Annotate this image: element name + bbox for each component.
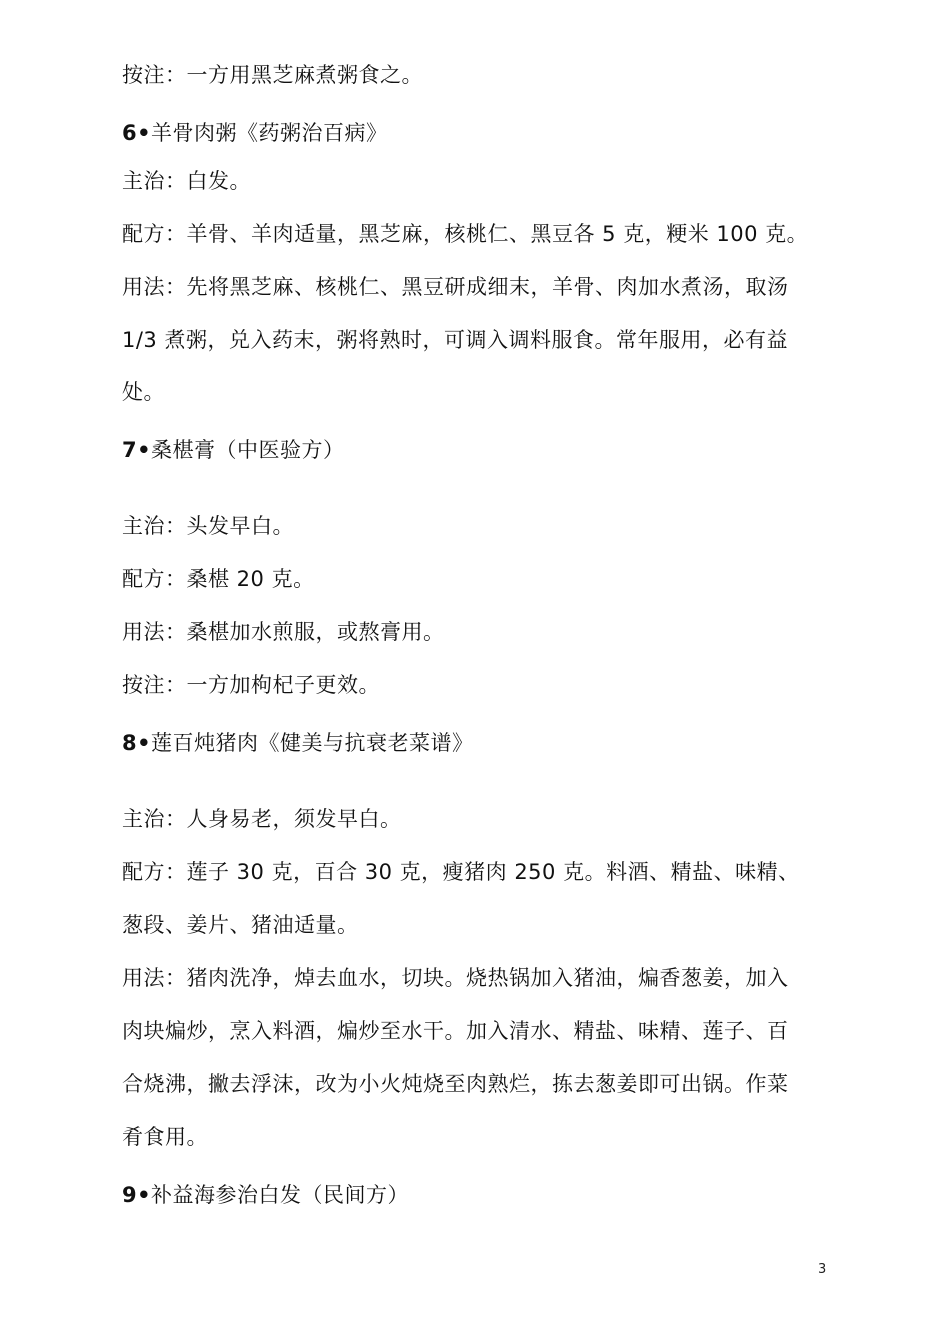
formula-line: 配方：莲子 30 克，百合 30 克，瘦猪肉 250 克。料酒、精盐、味精、 <box>122 860 800 884</box>
recipe-heading-8 <box>122 728 842 758</box>
note-line: 按注：一方加枸杞子更效。 <box>122 673 380 697</box>
usage-line: 合烧沸，撇去浮沫，改为小火炖烧至肉熟烂，拣去葱姜即可出锅。作菜 <box>122 1072 789 1096</box>
usage-line: 1/3 煮粥，兑入药末，粥将熟时，可调入调料服食。常年服用，必有益 <box>122 328 788 352</box>
usage-line: 处。 <box>122 380 165 404</box>
recipe-heading-9 <box>122 1180 842 1210</box>
recipe-number: 8• <box>122 731 152 755</box>
recipe-title: 羊骨肉粥《药粥治百病》 <box>151 121 388 145</box>
formula-line: 配方：羊骨、羊肉适量，黑芝麻，核桃仁、黑豆各 5 克，粳米 100 克。 <box>122 222 809 246</box>
recipe-title: 莲百炖猪肉《健美与抗衰老菜谱》 <box>151 731 474 755</box>
recipe-heading-7 <box>122 435 842 465</box>
page-number: 3 <box>818 1262 827 1277</box>
recipe-number: 6• <box>122 121 152 145</box>
indication-line: 主治：头发早白。 <box>122 514 294 538</box>
usage-line: 用法：先将黑芝麻、核桃仁、黑豆研成细末，羊骨、肉加水煮汤，取汤 <box>122 275 789 299</box>
note-line: 按注：一方用黑芝麻煮粥食之。 <box>122 63 423 87</box>
usage-line: 肉块煸炒，烹入料酒，煸炒至水干。加入清水、精盐、味精、莲子、百 <box>122 1019 789 1043</box>
recipe-heading-6 <box>122 118 842 148</box>
recipe-number: 7• <box>122 438 152 462</box>
recipe-number: 9• <box>122 1183 152 1207</box>
formula-line: 葱段、姜片、猪油适量。 <box>122 913 359 937</box>
usage-line: 用法：猪肉洗净，焯去血水，切块。烧热锅加入猪油，煸香葱姜，加入 <box>122 966 789 990</box>
formula-line: 配方：桑椹 20 克。 <box>122 567 315 591</box>
indication-line: 主治：人身易老，须发早白。 <box>122 807 402 831</box>
recipe-title: 补益海参治白发（民间方） <box>151 1183 410 1207</box>
recipe-title: 桑椹膏（中医验方） <box>151 438 345 462</box>
usage-line: 肴食用。 <box>122 1125 208 1149</box>
usage-line: 用法：桑椹加水煎服，或熬膏用。 <box>122 620 445 644</box>
indication-line: 主治：白发。 <box>122 169 251 193</box>
